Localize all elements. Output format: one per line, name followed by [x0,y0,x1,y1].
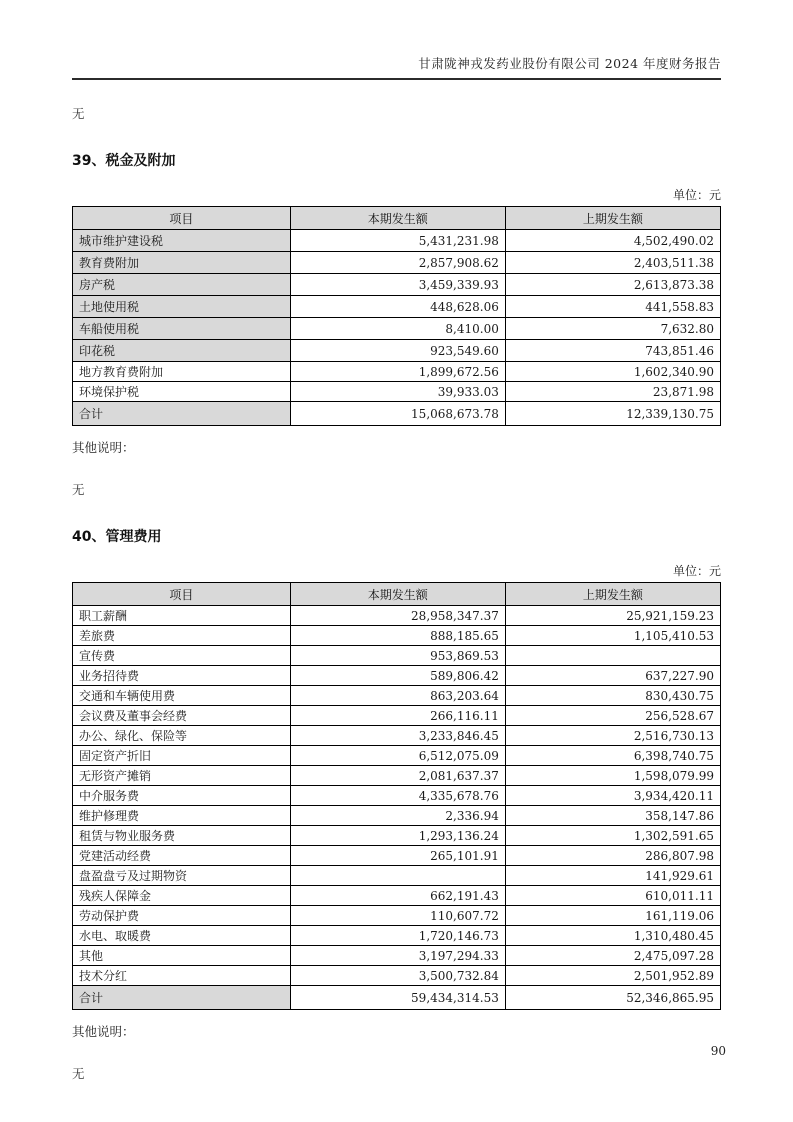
table-row [73,946,721,966]
table-row [73,666,721,686]
item-cell: 地方教育费附加 [73,362,291,382]
table-row [73,382,721,402]
table-row [73,230,721,252]
prior-period-cell: 4,502,490.02 [505,230,720,252]
item-cell: 宣传费 [73,646,291,666]
current-period-cell: 39,933.03 [290,382,505,402]
prior-period-cell: 1,105,410.53 [505,626,720,646]
note-none-top: 无 [72,106,85,121]
item-cell: 无形资产摊销 [73,766,291,786]
table-row [73,806,721,826]
prior-period-cell: 358,147.86 [505,806,720,826]
current-period-cell: 4,335,678.76 [290,786,505,806]
item-cell: 劳动保护费 [73,906,291,926]
current-period-cell: 1,899,672.56 [290,362,505,382]
admin-table-body [73,583,721,1010]
column-header: 本期发生额 [290,583,505,606]
item-cell: 环境保护税 [73,382,291,402]
table-row [73,866,721,886]
prior-period-cell [505,646,720,666]
item-cell: 车船使用税 [73,318,291,340]
current-period-cell: 8,410.00 [290,318,505,340]
current-period-cell: 266,116.11 [290,706,505,726]
current-period-cell: 3,233,846.45 [290,726,505,746]
prior-period-cell: 3,934,420.11 [505,786,720,806]
item-cell: 合计 [73,402,291,426]
current-period-cell: 110,607.72 [290,906,505,926]
current-period-cell: 3,459,339.93 [290,274,505,296]
admin-expenses-table [72,582,721,1010]
item-cell: 固定资产折旧 [73,746,291,766]
table-row [73,252,721,274]
prior-period-cell: 2,475,097.28 [505,946,720,966]
column-header: 项目 [73,583,291,606]
table-row [73,746,721,766]
table-row [73,966,721,986]
current-period-cell: 1,720,146.73 [290,926,505,946]
prior-period-cell: 7,632.80 [505,318,720,340]
item-cell: 中介服务费 [73,786,291,806]
prior-period-cell: 25,921,159.23 [505,606,720,626]
table-row [73,766,721,786]
prior-period-cell: 743,851.46 [505,340,720,362]
prior-period-cell: 23,871.98 [505,382,720,402]
current-period-cell: 2,336.94 [290,806,505,826]
table-row [73,362,721,382]
item-cell: 技术分红 [73,966,291,986]
current-period-cell: 3,197,294.33 [290,946,505,966]
other-notes-label-39: 其他说明： [72,440,135,455]
prior-period-cell: 12,339,130.75 [505,402,720,426]
prior-period-cell: 637,227.90 [505,666,720,686]
item-cell: 业务招待费 [73,666,291,686]
table-header-row [73,583,721,606]
item-cell: 残疾人保障金 [73,886,291,906]
current-period-cell: 1,293,136.24 [290,826,505,846]
note-none-40: 无 [72,1066,85,1081]
item-cell: 其他 [73,946,291,966]
item-cell: 党建活动经费 [73,846,291,866]
prior-period-cell: 2,501,952.89 [505,966,720,986]
current-period-cell: 953,869.53 [290,646,505,666]
tax-surcharges-table [72,206,721,426]
column-header: 上期发生额 [505,207,720,230]
unit-label-section-40: 单位：元 [672,564,721,578]
table-row [73,340,721,362]
column-header: 项目 [73,207,291,230]
document-header [72,0,721,72]
item-cell: 城市维护建设税 [73,230,291,252]
tax-table-body [73,207,721,426]
current-period-cell: 28,958,347.37 [290,606,505,626]
item-cell: 交通和车辆使用费 [73,686,291,706]
prior-period-cell: 610,011.11 [505,886,720,906]
current-period-cell: 15,068,673.78 [290,402,505,426]
item-cell: 办公、绿化、保险等 [73,726,291,746]
section-39-title: 39、税金及附加 [72,153,176,169]
prior-period-cell: 141,929.61 [505,866,720,886]
current-period-cell: 589,806.42 [290,666,505,686]
current-period-cell: 448,628.06 [290,296,505,318]
table-total-row [73,402,721,426]
table-total-row [73,986,721,1010]
item-cell: 房产税 [73,274,291,296]
table-header-row [73,207,721,230]
prior-period-cell: 441,558.83 [505,296,720,318]
current-period-cell [290,866,505,886]
current-period-cell: 5,431,231.98 [290,230,505,252]
unit-label-section-39: 单位：元 [672,188,721,202]
prior-period-cell: 286,807.98 [505,846,720,866]
current-period-cell: 888,185.65 [290,626,505,646]
table-row [73,906,721,926]
item-cell: 租赁与物业服务费 [73,826,291,846]
item-cell: 土地使用税 [73,296,291,318]
prior-period-cell: 1,302,591.65 [505,826,720,846]
item-cell: 合计 [73,986,291,1010]
table-row [73,706,721,726]
table-row [73,274,721,296]
current-period-cell: 6,512,075.09 [290,746,505,766]
table-row [73,626,721,646]
table-row [73,726,721,746]
prior-period-cell: 2,516,730.13 [505,726,720,746]
page-number: 90 [710,1044,726,1058]
column-header: 本期发生额 [290,207,505,230]
item-cell: 职工薪酬 [73,606,291,626]
section-40-title: 40、管理费用 [72,529,162,545]
table-row [73,646,721,666]
item-cell: 水电、取暖费 [73,926,291,946]
prior-period-cell: 52,346,865.95 [505,986,720,1010]
prior-period-cell: 1,602,340.90 [505,362,720,382]
header-divider [72,78,721,80]
current-period-cell: 923,549.60 [290,340,505,362]
prior-period-cell: 1,598,079.99 [505,766,720,786]
table-row [73,926,721,946]
table-row [73,886,721,906]
prior-period-cell: 256,528.67 [505,706,720,726]
item-cell: 盘盈盘亏及过期物资 [73,866,291,886]
table-row [73,686,721,706]
item-cell: 印花税 [73,340,291,362]
other-notes-label-40: 其他说明： [72,1024,135,1039]
table-row [73,318,721,340]
prior-period-cell: 830,430.75 [505,686,720,706]
current-period-cell: 59,434,314.53 [290,986,505,1010]
current-period-cell: 2,081,637.37 [290,766,505,786]
current-period-cell: 863,203.64 [290,686,505,706]
prior-period-cell: 161,119.06 [505,906,720,926]
current-period-cell: 265,101.91 [290,846,505,866]
table-row [73,606,721,626]
prior-period-cell: 1,310,480.45 [505,926,720,946]
table-row [73,826,721,846]
item-cell: 教育费附加 [73,252,291,274]
report-title: 甘肃陇神戎发药业股份有限公司 2024 年度财务报告 [418,56,721,71]
current-period-cell: 3,500,732.84 [290,966,505,986]
item-cell: 维护修理费 [73,806,291,826]
table-row [73,786,721,806]
prior-period-cell: 2,403,511.38 [505,252,720,274]
column-header: 上期发生额 [505,583,720,606]
table-row [73,846,721,866]
current-period-cell: 2,857,908.62 [290,252,505,274]
item-cell: 会议费及董事会经费 [73,706,291,726]
table-row [73,296,721,318]
item-cell: 差旅费 [73,626,291,646]
note-none-39: 无 [72,482,85,497]
prior-period-cell: 2,613,873.38 [505,274,720,296]
prior-period-cell: 6,398,740.75 [505,746,720,766]
current-period-cell: 662,191.43 [290,886,505,906]
